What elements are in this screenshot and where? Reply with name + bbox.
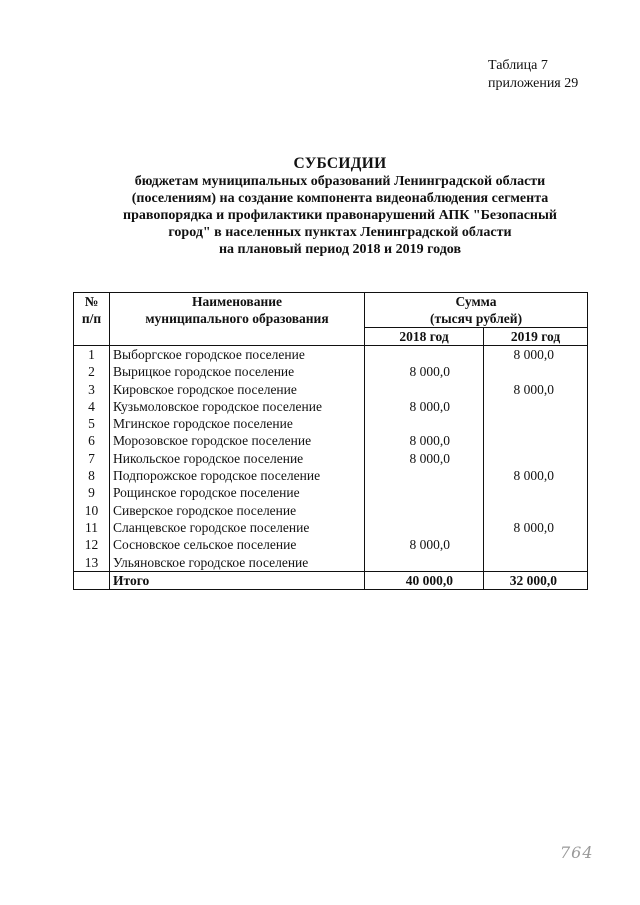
table-row — [74, 398, 588, 415]
table-number: Таблица 7 — [488, 58, 548, 73]
row-2018: 8 000,0 — [365, 432, 484, 449]
row-name: Кузьмоловское городское поселение — [110, 398, 365, 415]
row-number: 6 — [74, 432, 110, 449]
row-name: Подпорожское городское поселение — [110, 467, 365, 484]
row-2019 — [484, 502, 588, 519]
header-number-line-1: № — [84, 294, 99, 309]
row-number: 12 — [74, 536, 110, 553]
row-2019 — [484, 536, 588, 553]
row-2018 — [365, 381, 484, 398]
table-row — [74, 415, 588, 432]
row-number: 4 — [74, 398, 110, 415]
row-2019: 8 000,0 — [484, 467, 588, 484]
row-number: 1 — [74, 346, 110, 364]
row-2019 — [484, 398, 588, 415]
table-row — [74, 554, 588, 572]
row-2018: 8 000,0 — [365, 450, 484, 467]
header-2018: 2018 год — [365, 328, 484, 346]
row-2018 — [365, 467, 484, 484]
row-2019: 8 000,0 — [484, 381, 588, 398]
row-2018 — [365, 346, 484, 364]
total-number-cell — [74, 571, 110, 589]
row-2019 — [484, 432, 588, 449]
row-2018 — [365, 519, 484, 536]
header-sum-line-1: Сумма — [455, 294, 497, 309]
table-row — [74, 381, 588, 398]
total-label: Итого — [110, 571, 365, 589]
appendix-number: приложения 29 — [488, 76, 579, 91]
title-line-3: правопорядка и профилактики правонарушений АПК "Безопасный — [123, 208, 557, 223]
row-name: Сиверское городское поселение — [110, 502, 365, 519]
row-2019 — [484, 484, 588, 501]
row-2018: 8 000,0 — [365, 363, 484, 380]
row-name: Ульяновское городское поселение — [110, 554, 365, 572]
table-row — [74, 432, 588, 449]
row-number: 8 — [74, 467, 110, 484]
row-name: Вырицкое городское поселение — [110, 363, 365, 380]
row-2018 — [365, 554, 484, 572]
header-name — [110, 293, 365, 346]
header-number — [74, 293, 110, 346]
row-number: 11 — [74, 519, 110, 536]
title-line-5: на плановый период 2018 и 2019 годов — [218, 242, 462, 257]
header-name-line-2: муниципального образования — [145, 311, 329, 326]
row-2018: 8 000,0 — [365, 536, 484, 553]
row-2018 — [365, 484, 484, 501]
row-number: 2 — [74, 363, 110, 380]
subsidies-table — [73, 292, 588, 590]
table-row — [74, 346, 588, 364]
table-row — [74, 363, 588, 380]
row-number: 5 — [74, 415, 110, 432]
table-row — [74, 450, 588, 467]
row-name: Никольское городское поселение — [110, 450, 365, 467]
title-line-2: (поселениям) на создание компонента видеонаблюдения сегмента — [131, 191, 549, 206]
row-2018 — [365, 415, 484, 432]
title-line-1: бюджетам муниципальных образований Ленинградской области — [134, 174, 546, 189]
row-number: 10 — [74, 502, 110, 519]
row-name: Рощинское городское поселение — [110, 484, 365, 501]
row-name: Мгинское городское поселение — [110, 415, 365, 432]
header-2019: 2019 год — [484, 328, 588, 346]
row-2018 — [365, 502, 484, 519]
row-number: 7 — [74, 450, 110, 467]
document-title — [95, 155, 585, 258]
table-reference — [488, 57, 618, 93]
table-row — [74, 536, 588, 553]
title-main: СУБСИДИИ — [293, 155, 387, 172]
row-2018: 8 000,0 — [365, 398, 484, 415]
row-number: 3 — [74, 381, 110, 398]
row-name: Кировское городское поселение — [110, 381, 365, 398]
table-row — [74, 519, 588, 536]
row-name: Выборгское городское поселение — [110, 346, 365, 364]
row-2019: 8 000,0 — [484, 346, 588, 364]
row-number: 13 — [74, 554, 110, 572]
row-2019 — [484, 415, 588, 432]
row-name: Сланцевское городское поселение — [110, 519, 365, 536]
row-2019 — [484, 450, 588, 467]
row-2019 — [484, 554, 588, 572]
total-row — [74, 571, 588, 589]
row-number: 9 — [74, 484, 110, 501]
table-row — [74, 484, 588, 501]
row-2019: 8 000,0 — [484, 519, 588, 536]
page-stamp: 764 — [560, 843, 594, 862]
header-sum — [365, 293, 588, 328]
row-name: Сосновское сельское поселение — [110, 536, 365, 553]
total-2018: 40 000,0 — [365, 571, 484, 589]
table-row — [74, 467, 588, 484]
header-name-line-1: Наименование — [192, 294, 282, 309]
row-name: Морозовское городское поселение — [110, 432, 365, 449]
title-line-4: город" в населенных пунктах Ленинградской области — [168, 225, 512, 240]
total-2019: 32 000,0 — [484, 571, 588, 589]
row-2019 — [484, 363, 588, 380]
header-sum-line-2: (тысяч рублей) — [429, 311, 523, 326]
table-row — [74, 502, 588, 519]
header-number-line-2: п/п — [81, 311, 102, 326]
